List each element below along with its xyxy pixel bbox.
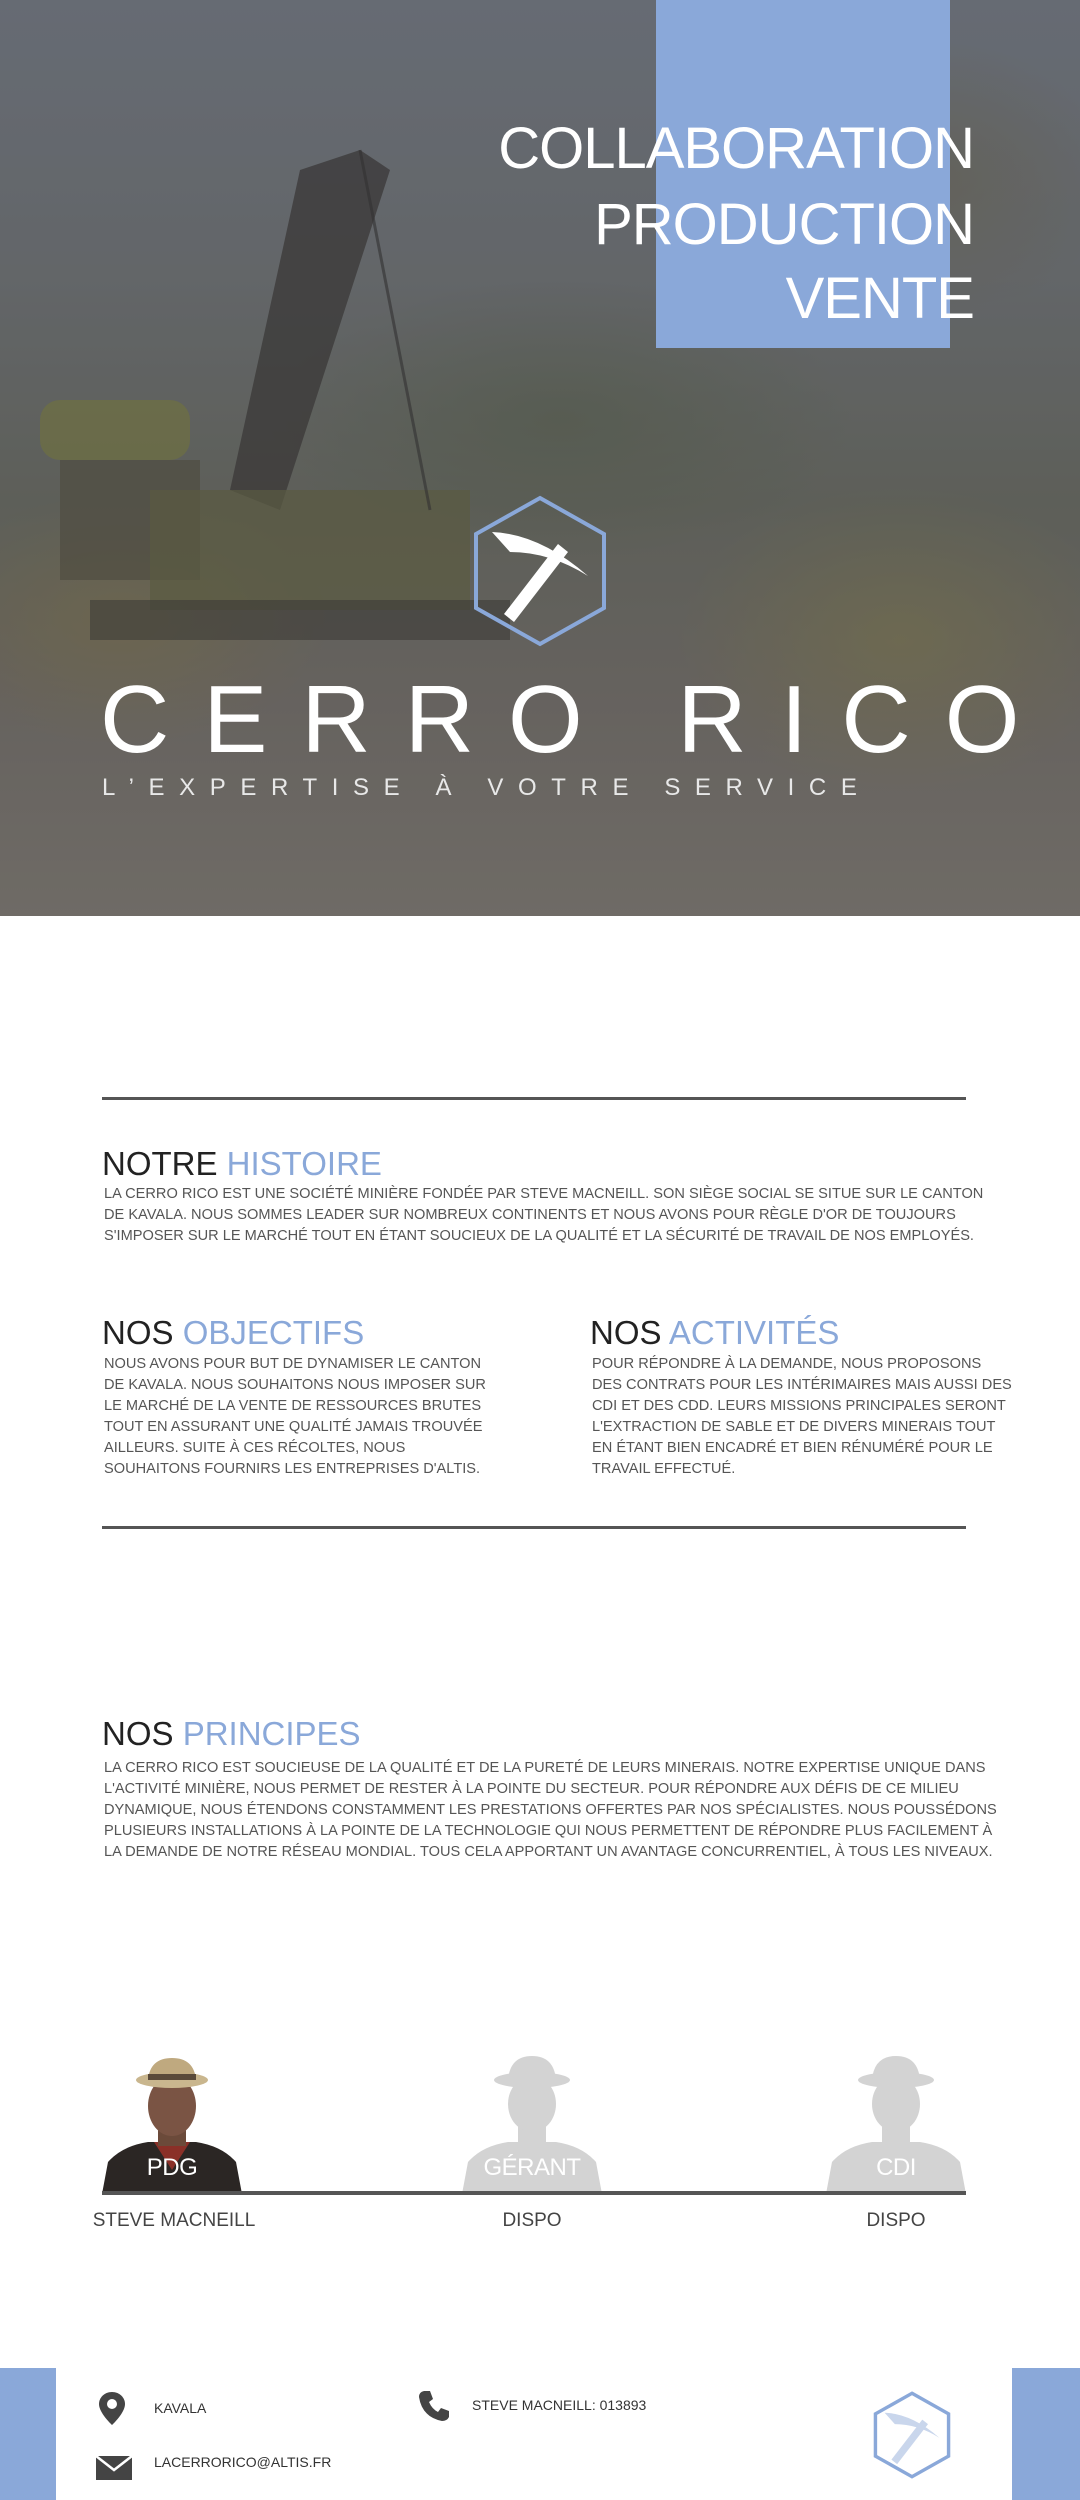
phone-icon [414, 2386, 454, 2426]
activites-text: POUR RÉPONDRE À LA DEMANDE, NOUS PROPOSONS DES CONTRATS POUR LES INTÉRIMAIRES MAIS AUSSI DES CDI ET DES CDD. LEURS MISSIONS PRINCIPALES SERONT L'EXTRACTION DE SABLE ET DE DIVERS MINERAIS TOUT EN ÉTANT BIEN ENCADRÉ ET BIEN RÉNUMÉRÉ POUR LE TRAVAIL EFFECTUÉ. [592, 1356, 1012, 1477]
objectifs-text: NOUS AVONS POUR BUT DE DYNAMISER LE CANTON DE KAVALA. NOUS SOUHAITONS NOUS IMPOSER SUR LE MARCHÉ DE LA VENTE DE RESSOURCES BRUTES TOUT EN ASSURANT UNE QUALITÉ JAMAIS TROUVÉE AILLEURS. SUITE À CES RÉCOLTES, NOUS SOUHAITONS FOURNIRS LES ENTREPRISES D'ALTIS. [104, 1356, 486, 1477]
team-name-cdi: DISPO [866, 2210, 926, 2231]
section-divider-top [102, 1097, 966, 1100]
hero-word-production: PRODUCTION [594, 192, 974, 257]
histoire-title-lead: NOTRE [102, 1145, 218, 1182]
pickaxe-hexagon-logo-icon [872, 2390, 952, 2480]
team-role-cdi: CDI [876, 2154, 916, 2181]
histoire-text: LA CERRO RICO EST UNE SOCIÉTÉ MINIÈRE FONDÉE PAR STEVE MACNEILL. SON SIÈGE SOCIAL SE SITUE SUR LE CANTON DE KAVALA. NOUS SOMMES LEADER SUR NOMBREUX CONTINENTS ET NOUS AVONS POUR RÈGLE D'OR DE TOUJOURS S'IMPOSER SUR LE MARCHÉ TOUT EN ÉTANT SOUCIEUX DE LA QUALITÉ ET LA SÉCURITÉ DE TRAVAIL DE NOS EMPLOYÉS. [104, 1186, 984, 1244]
footer [0, 2368, 1080, 2500]
histoire-title [102, 1147, 382, 1180]
team-member-pdg [102, 2050, 242, 2194]
objectifs-title [102, 1316, 364, 1349]
footer-email-link[interactable]: LACERRORICO@ALTIS.FR [154, 2454, 332, 2470]
hero-banner [0, 0, 1080, 916]
histoire-title-accent: HISTOIRE [226, 1145, 382, 1182]
principes-title-lead: NOS [102, 1715, 174, 1752]
principes-text: LA CERRO RICO EST SOUCIEUSE DE LA QUALITÉ ET DE LA PURETÉ DE LEURS MINERAIS. NOTRE EXPERTISE UNIQUE DANS L'ACTIVITÉ MINIÈRE, NOUS PERMET DE RESTER À LA POINTE DU SECTEUR. POUR RÉPONDRE AUX DÉFIS DE CE MILIEU DYNAMIQUE, NOUS ÉTENDONS CONSTAMMENT LES PRESTATIONS OFFERTES PAR NOS SPÉCIALISTES. NOUS POUSSÉDONS PLUSIEURS INSTALLATIONS À LA POINTE DE LA TECHNOLOGIE QUI NOUS PERMETTENT DE RÉPONDRE PLUS FACILEMENT À LA DEMANDE DE NOTRE RÉSEAU MONDIAL. TOUS CELA APPORTANT UN AVANTAGE CONCURRENTIEL, À TOUS LES NIVEAUX. [104, 1760, 997, 1860]
pickaxe-hexagon-logo-icon [470, 494, 610, 648]
team-name-pdg: STEVE MACNEILL [92, 2210, 256, 2231]
brand-name: CERRO RICO [100, 666, 1054, 773]
footer-phone: STEVE MACNEILL: 013893 [472, 2397, 647, 2413]
footer-accent-right [1012, 2368, 1080, 2500]
footer-location: KAVALA [154, 2400, 207, 2416]
mail-envelope-icon [94, 2448, 134, 2488]
team-divider [102, 2191, 966, 2195]
hero-word-collaboration: COLLABORATION [498, 116, 974, 181]
brand-tagline: L’EXPERTISE À VOTRE SERVICE [102, 774, 872, 801]
hero-word-vente: VENTE [785, 266, 974, 331]
team-member-gerant [462, 2050, 602, 2194]
location-pin-icon [92, 2388, 132, 2428]
principes-title-accent: PRINCIPES [182, 1715, 361, 1752]
activites-title-lead: NOS [590, 1314, 662, 1351]
activites-title [590, 1316, 839, 1349]
footer-accent-left [0, 2368, 56, 2500]
team-role-gerant: GÉRANT [483, 2154, 581, 2181]
section-divider-bottom [102, 1526, 966, 1529]
team-role-pdg: PDG [146, 2154, 198, 2181]
activites-title-accent: ACTIVITÉS [668, 1314, 840, 1351]
objectifs-title-accent: OBJECTIFS [182, 1314, 365, 1351]
team-member-cdi [826, 2050, 966, 2194]
principes-title [102, 1717, 361, 1750]
objectifs-title-lead: NOS [102, 1314, 174, 1351]
team-name-gerant: DISPO [502, 2210, 562, 2231]
